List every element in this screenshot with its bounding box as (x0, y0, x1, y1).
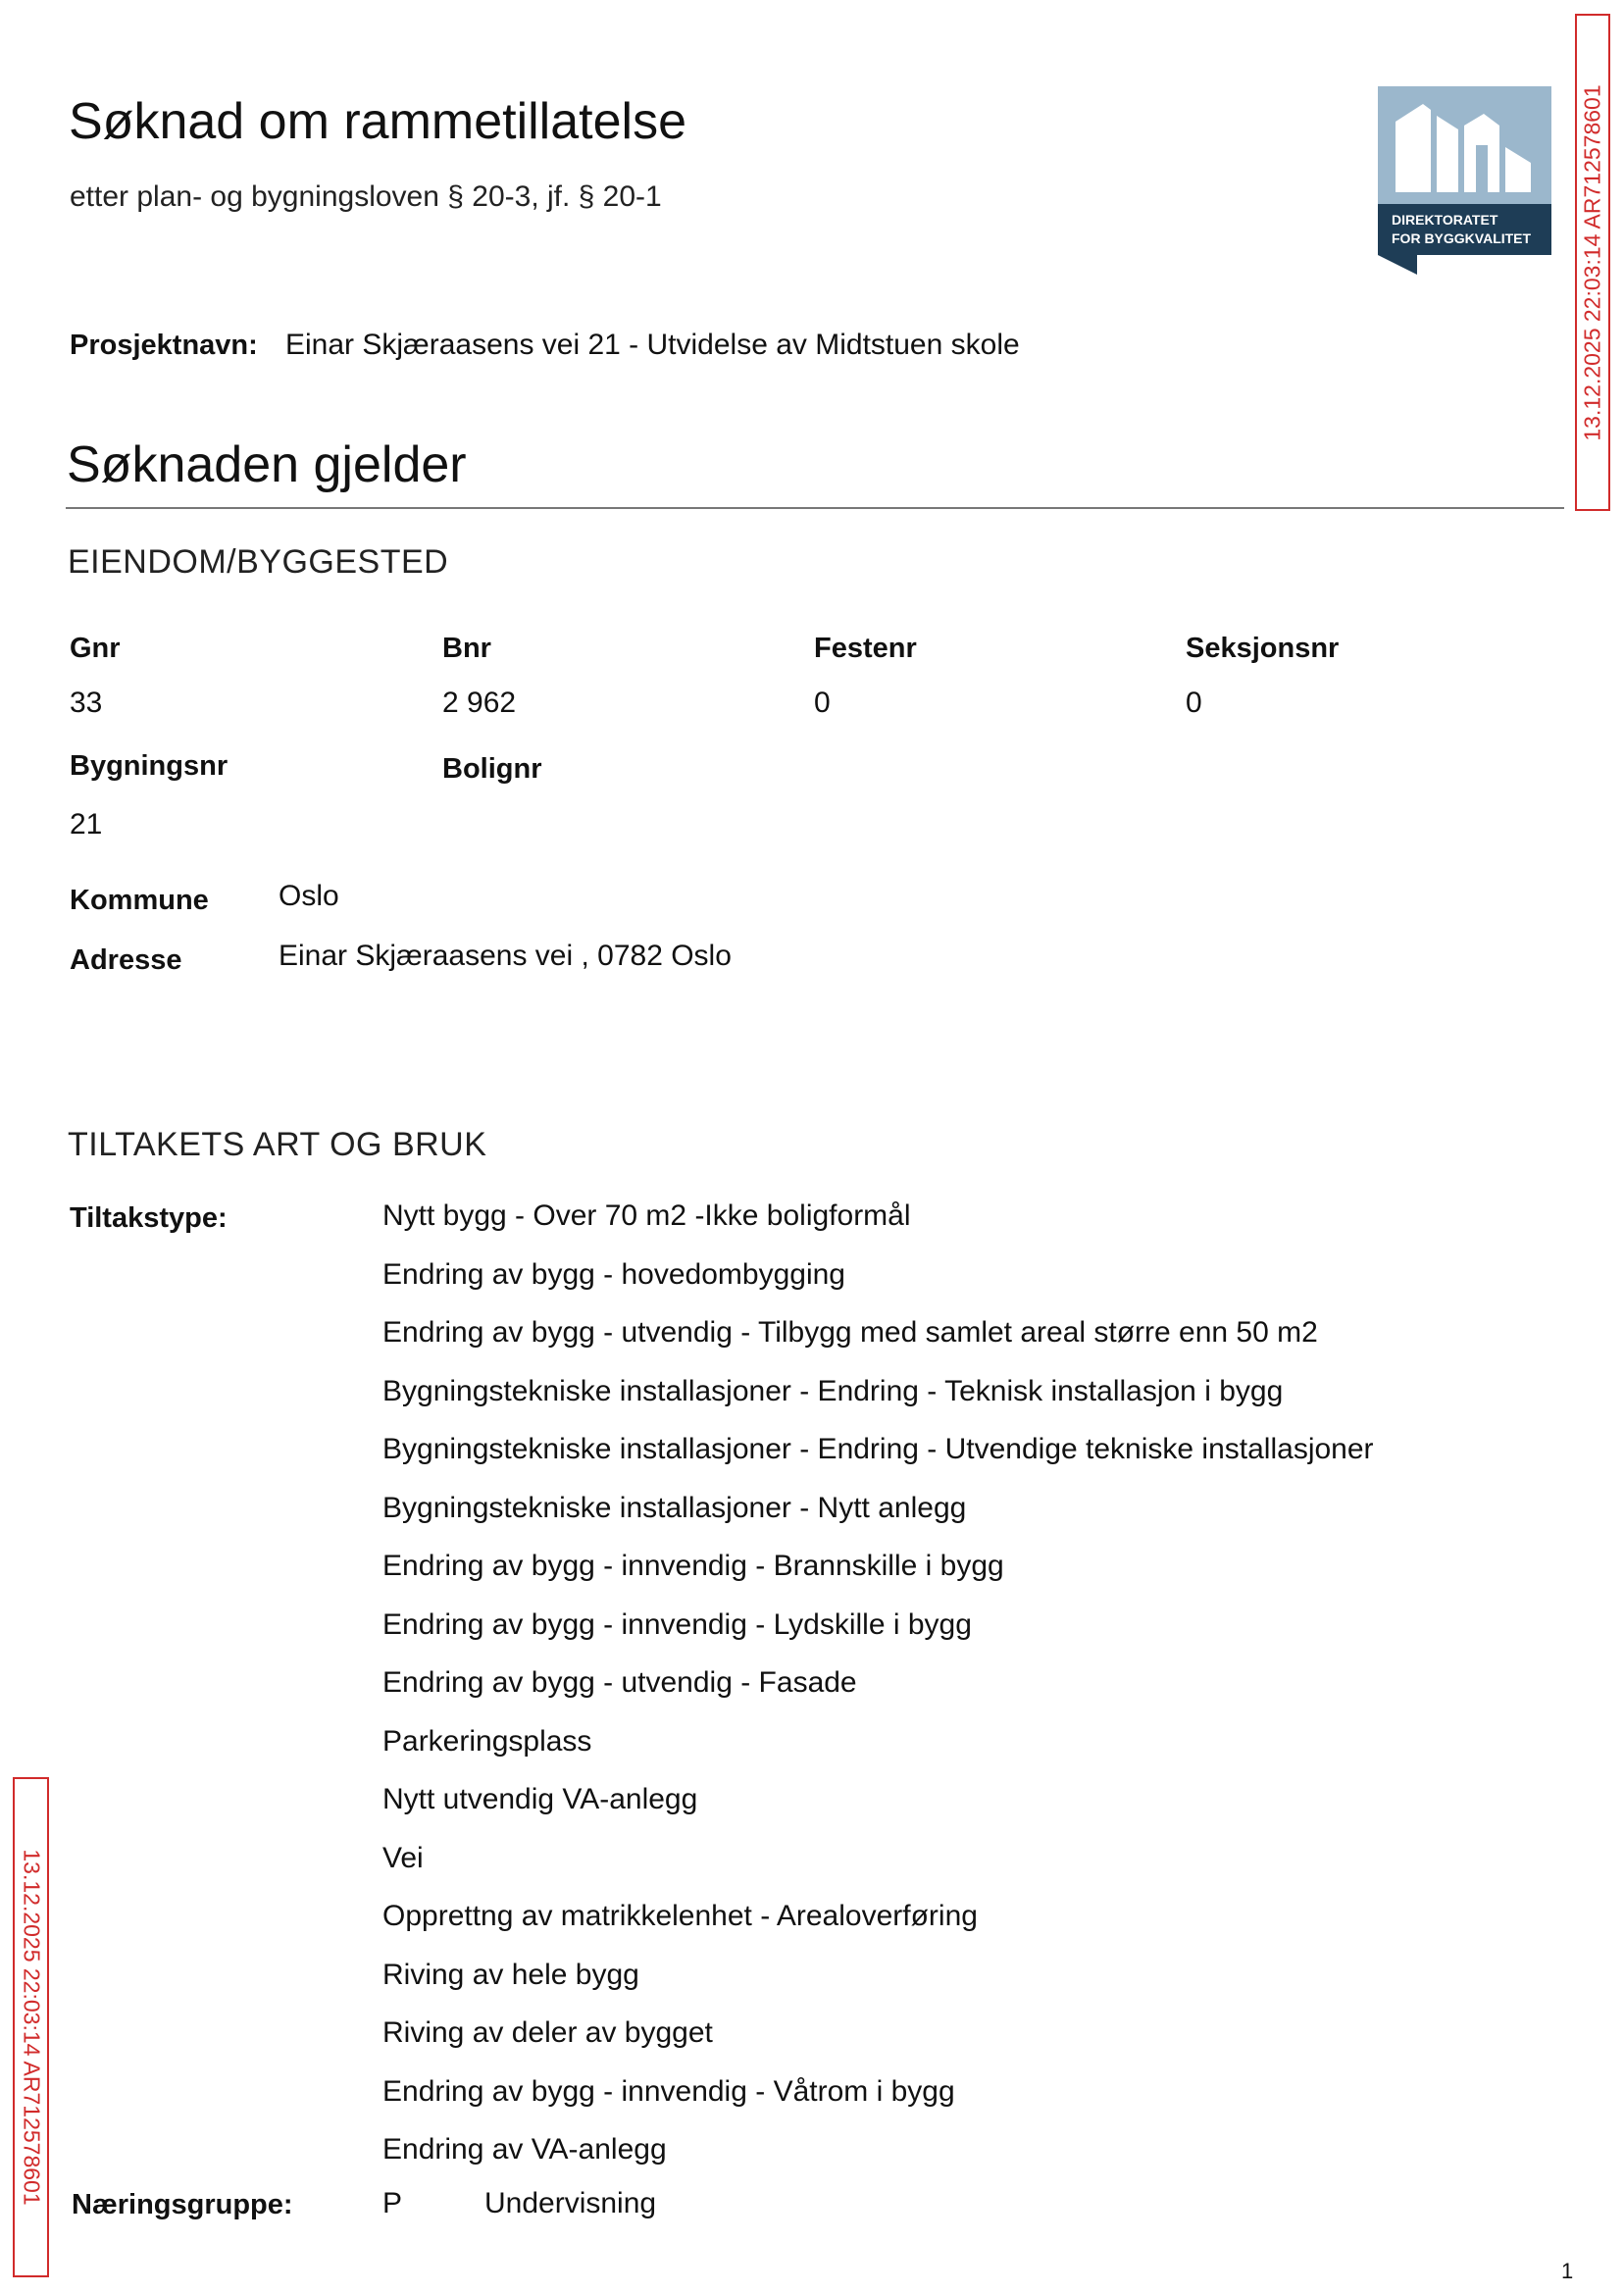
adresse-label: Adresse (70, 944, 182, 976)
naeringsgruppe-value: Undervisning (484, 2187, 657, 2219)
tiltakstype-item: Endring av VA-anlegg (382, 2133, 667, 2166)
seksjonsnr-value: 0 (1186, 687, 1202, 719)
tiltakstype-item: Nytt bygg - Over 70 m2 -Ikke boligformål (382, 1199, 911, 1232)
tiltakstype-item: Parkeringsplass (382, 1724, 592, 1758)
timestamp-stamp-top (1575, 14, 1610, 511)
stamp-text: 13.12.2025 22:03:14 AR712578601 (19, 1849, 44, 2206)
tiltakstype-label: Tiltakstype: (70, 1202, 228, 1234)
tiltakstype-item: Bygningstekniske installasjoner - Endring - Teknisk installasjon i bygg (382, 1374, 1284, 1407)
section-heading: Søknaden gjelder (67, 436, 467, 493)
project-value: Einar Skjæraasens vei 21 - Utvidelse av Midtstuen skole (285, 329, 1020, 361)
gnr-label: Gnr (70, 633, 121, 664)
tiltakstype-item: Endring av bygg - utvendig - Fasade (382, 1666, 857, 1699)
timestamp-stamp-bottom (13, 1777, 49, 2277)
tiltakstype-item: Vei (382, 1841, 424, 1874)
festenr-value: 0 (814, 687, 831, 719)
seksjonsnr-label: Seksjonsnr (1186, 633, 1340, 664)
tiltakstype-item: Endring av bygg - innvendig - Lydskille i bygg (382, 1607, 972, 1641)
tiltakstype-item: Nytt utvendig VA-anlegg (382, 1783, 698, 1815)
tiltakstype-item: Bygningstekniske installasjoner - Nytt anlegg (382, 1491, 967, 1524)
project-label: Prosjektnavn: (70, 330, 258, 361)
bolignr-label: Bolignr (442, 753, 542, 785)
building-logo-icon (1378, 86, 1551, 275)
bygningsnr-value: 21 (70, 808, 103, 841)
gnr-value: 33 (70, 687, 103, 719)
section-divider (66, 507, 1564, 509)
kommune-value: Oslo (279, 880, 339, 912)
logo-line-1: DIREKTORATET (1392, 212, 1498, 228)
dibk-logo (1378, 86, 1551, 275)
stamp-text: 13.12.2025 22:03:14 AR712578601 (1579, 83, 1605, 441)
tiltakstype-item: Bygningstekniske installasjoner - Endring - Utvendige tekniske installasjoner (382, 1433, 1374, 1465)
naeringsgruppe-label: Næringsgruppe: (72, 2189, 293, 2220)
property-heading: EIENDOM/BYGGESTED (68, 543, 449, 581)
document-subtitle: etter plan- og bygningsloven § 20-3, jf. § 20-1 (70, 180, 662, 213)
naeringsgruppe-code: P (382, 2187, 403, 2219)
logo-line-2: FOR BYGGKVALITET (1392, 230, 1532, 246)
bygningsnr-label: Bygningsnr (70, 750, 228, 782)
kommune-label: Kommune (70, 885, 209, 916)
tiltakstype-list (382, 1197, 1374, 2189)
measure-heading: TILTAKETS ART OG BRUK (68, 1126, 487, 1163)
tiltakstype-item: Riving av hele bygg (382, 1958, 639, 1991)
festenr-label: Festenr (814, 633, 917, 664)
tiltakstype-item: Opprettng av matrikkelenhet - Arealoverføring (382, 1900, 978, 1932)
tiltakstype-item: Riving av deler av bygget (382, 2016, 713, 2049)
tiltakstype-item: Endring av bygg - innvendig - Brannskille i bygg (382, 1550, 1004, 1582)
bnr-label: Bnr (442, 633, 491, 664)
tiltakstype-item: Endring av bygg - innvendig - Våtrom i bygg (382, 2074, 955, 2108)
bnr-value: 2 962 (442, 687, 517, 719)
tiltakstype-item: Endring av bygg - utvendig - Tilbygg med samlet areal større enn 50 m2 (382, 1316, 1318, 1349)
document-title: Søknad om rammetillatelse (69, 93, 686, 150)
adresse-value: Einar Skjæraasens vei , 0782 Oslo (279, 940, 732, 972)
page-number: 1 (1561, 2259, 1574, 2283)
tiltakstype-item: Endring av bygg - hovedombygging (382, 1257, 845, 1291)
